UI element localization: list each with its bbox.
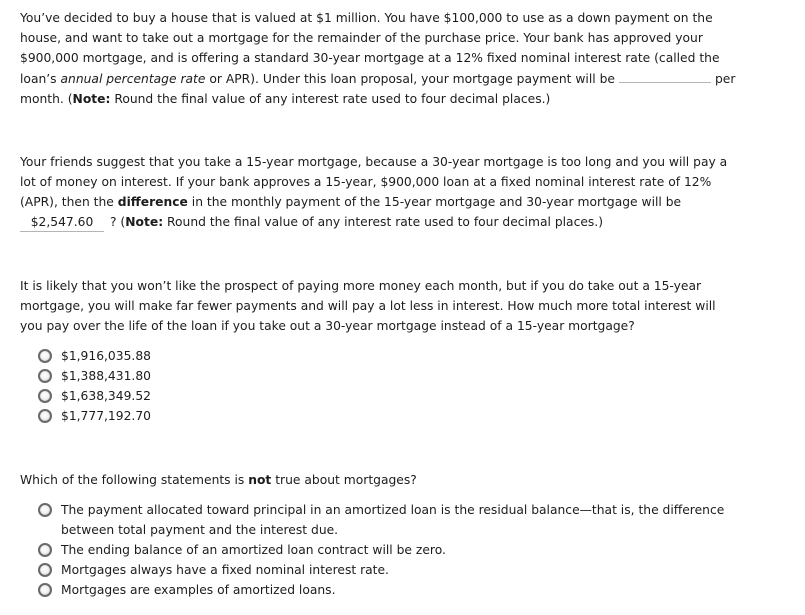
question-4-text bbox=[20, 470, 742, 490]
q3-option[interactable] bbox=[38, 386, 738, 406]
q1-note-label: Note: bbox=[72, 92, 111, 106]
q4-option-label: The ending balance of an amortized loan contract will be zero. bbox=[61, 543, 446, 557]
radio-button[interactable] bbox=[38, 543, 52, 557]
q1-text-middle: or APR). Under this loan proposal, your mortgage payment will be bbox=[205, 72, 615, 86]
q3-option[interactable] bbox=[38, 366, 738, 386]
question-1-text bbox=[20, 8, 742, 109]
q4-bold-term: not bbox=[248, 473, 272, 487]
radio-button[interactable] bbox=[38, 349, 52, 363]
question-3-options bbox=[38, 346, 738, 426]
q1-text-start: You’ve decided to buy a house that is valued at $1 million. You have $100,000 to use as a down payment on the house, and want to take out a mortgage for the remainder of the purchase price. Your bank has approved your $900,000 mortgage, and is offering a standard 30-year mortgage at a 12% fixed nominal interest rate (called the loan’s bbox=[20, 11, 720, 86]
q2-note-text: Round the final value of any interest rate used to four decimal places.) bbox=[163, 215, 604, 229]
q3-option[interactable] bbox=[38, 346, 738, 366]
q4-option[interactable] bbox=[38, 500, 738, 540]
q4-text-start: Which of the following statements is bbox=[20, 473, 249, 487]
q4-option-label: Mortgages are examples of amortized loans. bbox=[61, 583, 336, 597]
q1-italic-term: annual percentage rate bbox=[60, 72, 206, 86]
q3-option-label: $1,638,349.52 bbox=[61, 389, 151, 403]
q2-text-after-answer: ? ( bbox=[110, 215, 126, 229]
q4-option[interactable] bbox=[38, 580, 738, 600]
radio-button[interactable] bbox=[38, 583, 52, 597]
q2-note-label: Note: bbox=[125, 215, 164, 229]
mortgage-payment-input[interactable] bbox=[619, 68, 711, 83]
q2-bold-term: difference bbox=[117, 195, 188, 209]
payment-difference-input[interactable]: $2,547.60 bbox=[20, 214, 104, 232]
radio-button[interactable] bbox=[38, 409, 52, 423]
radio-button[interactable] bbox=[38, 369, 52, 383]
radio-button[interactable] bbox=[38, 503, 52, 517]
q2-text-start: Your friends suggest that you take a 15-year mortgage, because a 30-year mortgage is too long and you will pay a lot of money on interest. If your bank approves a 15-year, $900,000 loan at a fixed nominal interest rate of 12% (APR), then the bbox=[20, 155, 728, 209]
q3-option-label: $1,388,431.80 bbox=[61, 369, 151, 383]
q3-option-label: $1,777,192.70 bbox=[61, 409, 151, 423]
q1-text-after-blank: per month. ( bbox=[20, 72, 736, 106]
q1-note-text: Round the final value of any interest rate used to four decimal places.) bbox=[110, 92, 551, 106]
q4-option-label: Mortgages always have a fixed nominal interest rate. bbox=[61, 563, 389, 577]
question-4-options bbox=[38, 500, 738, 600]
q3-option-label: $1,916,035.88 bbox=[61, 349, 151, 363]
q4-option-label: The payment allocated toward principal in an amortized loan is the residual balance—that is, the difference between total payment and the interest due. bbox=[61, 503, 725, 537]
q4-option[interactable] bbox=[38, 540, 738, 560]
q3-option[interactable] bbox=[38, 406, 738, 426]
q2-text-middle: in the monthly payment of the 15-year mortgage and 30-year mortgage will be bbox=[187, 195, 682, 209]
q4-option[interactable] bbox=[38, 560, 738, 580]
q4-text-end: true about mortgages? bbox=[271, 473, 417, 487]
radio-button[interactable] bbox=[38, 563, 52, 577]
question-3-text: It is likely that you won’t like the prospect of paying more money each month, but if you do take out a 15-year mortgage, you will make far fewer payments and will pay a lot less in interest. How much more total interest will you pay over the life of the loan if you take out a 30-year mortgage instead of a 15-year mortgage? bbox=[20, 279, 716, 333]
radio-button[interactable] bbox=[38, 389, 52, 403]
question-2-text bbox=[20, 152, 742, 232]
